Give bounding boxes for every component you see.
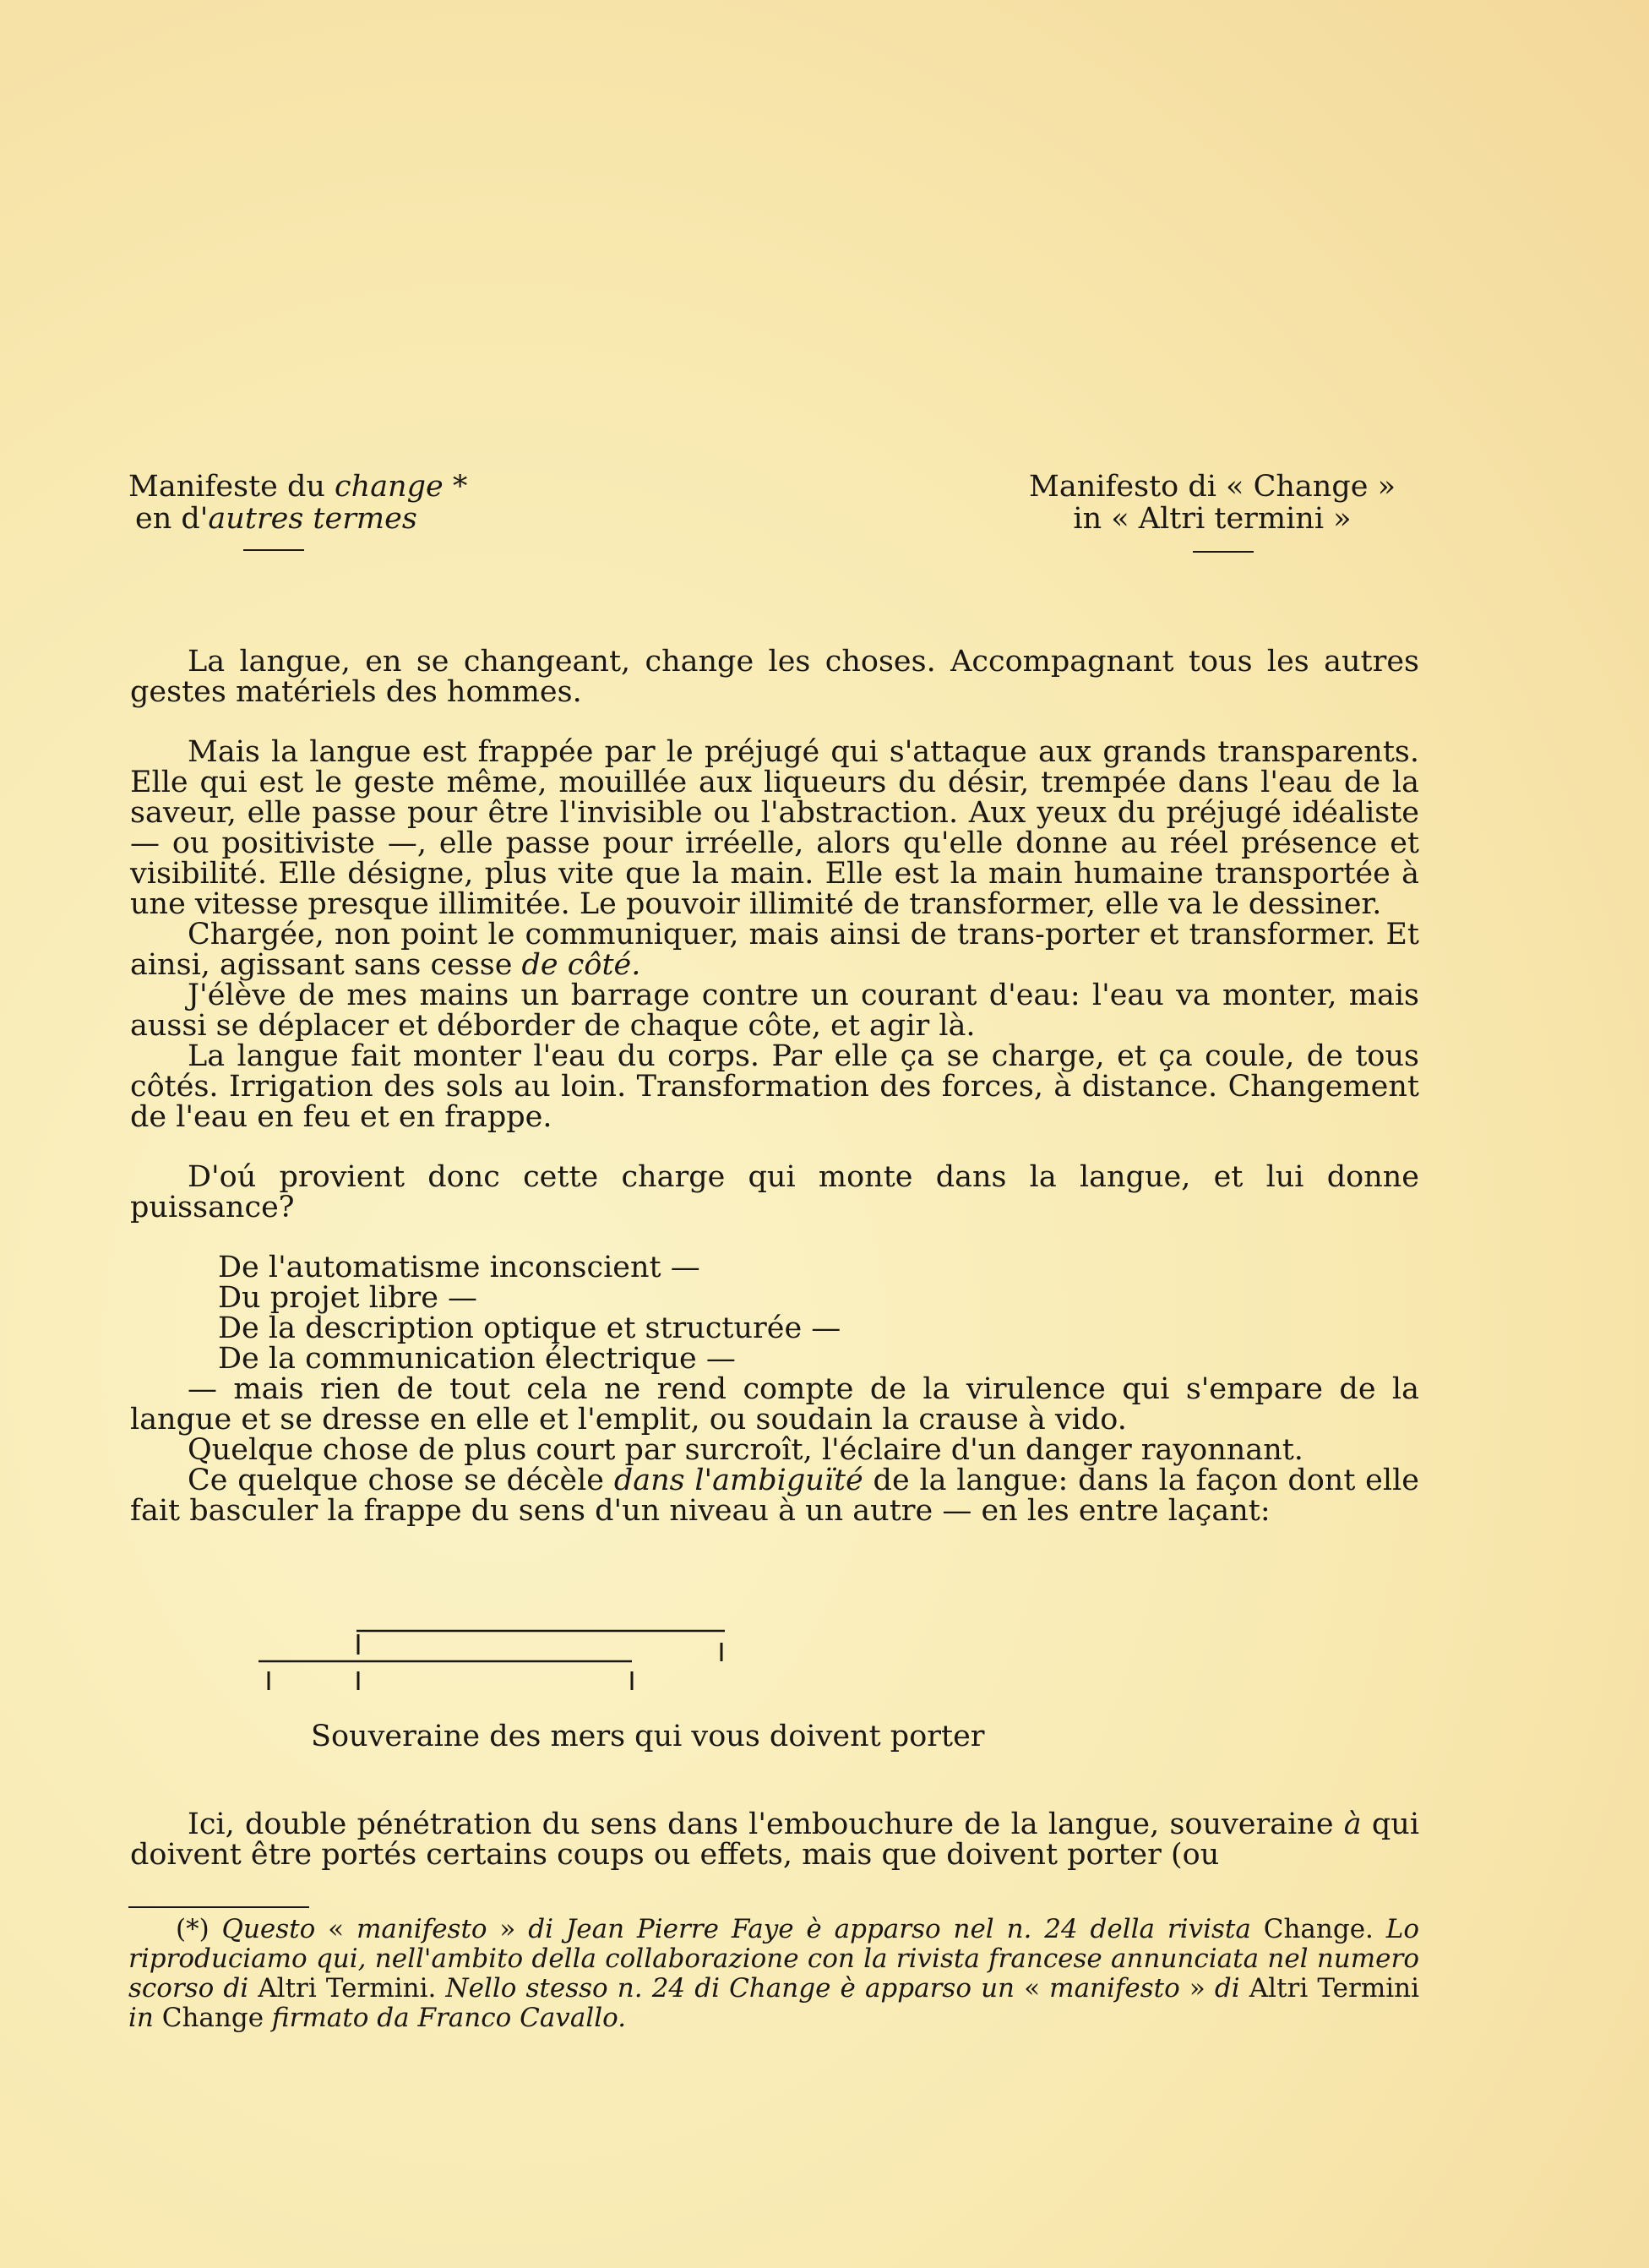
paragraph-text: qui doivent être portés certains coups ou effets, mais que doivent porter (ou [130, 1807, 1420, 1872]
list-item: De l'automatisme inconscient — [218, 1251, 700, 1284]
footnote-quote: » [1189, 1973, 1205, 2004]
paragraph [130, 919, 1419, 980]
footnote-roman: Altri Termini. [258, 1973, 437, 2004]
paragraph-text: Ici, double pénétration du sens dans l'embouchure de la langue, souveraine [188, 1807, 1344, 1841]
title-rule-right [1193, 551, 1254, 553]
title-italian-line1: Manifesto di « Change » [1029, 470, 1396, 504]
paragraph-italic: à [1343, 1807, 1362, 1841]
title-italian-line2: in « Altri termini » [1073, 502, 1352, 536]
paragraph-text: Chargée, non point le communiquer, mais ainsi de trans-porter et transformer. Et ainsi, agissant sans cesse [130, 918, 1419, 982]
title-text: Manifeste du [128, 470, 335, 504]
footnote-roman: Change [161, 2003, 264, 2033]
footnote-roman: Altri Termini [1249, 1973, 1420, 2004]
footnote-text: manifesto [1040, 1973, 1189, 2004]
title-italic: change [335, 470, 444, 504]
list-item: De la communication électrique — [218, 1342, 736, 1376]
footnote-text: Lo riproduciamo qui, nell'ambito della collaborazione con la rivista francese annunciata nel numero scorso di [128, 1914, 1419, 2004]
verse-stress-diagram [259, 1624, 732, 1692]
title-rule-left [243, 549, 304, 551]
title-french-line2 [128, 503, 467, 535]
footnote-quote: « [1024, 1973, 1041, 2004]
paragraph-text: de la langue: dans la façon dont elle fait basculer la frappe du sens d'un niveau à un autre — en les entre laçant: [130, 1464, 1419, 1528]
paragraph [130, 1465, 1419, 1526]
footnote-text: in [128, 2003, 162, 2033]
footnote-quote: « [328, 1914, 345, 1944]
main-text-continued [130, 1780, 1419, 1900]
footnote-roman: Change. [1263, 1914, 1374, 1944]
paragraph: — mais rien de tout cela ne rend compte de la virulence qui s'empare de la langue et se dresse en elle et l'emplit, ou soudain la crause à vido. [130, 1372, 1419, 1437]
footnote [128, 1915, 1419, 2033]
main-text [130, 646, 1419, 1526]
paragraph-italic: de côté. [521, 948, 641, 982]
paragraph [130, 1809, 1419, 1870]
footnote-text: Questo [209, 1914, 329, 1944]
paragraph: Quelque chose de plus court par surcroît, l'éclaire d'un danger rayonnant. [188, 1433, 1303, 1467]
list-item: De la description optique et structurée — [218, 1311, 841, 1345]
title-text: en d' [135, 502, 209, 536]
footnote-text: di [1205, 1973, 1249, 2004]
paragraph: La langue fait monter l'eau du corps. Par elle ça se charge, et ça coule, de tous côtés. Irrigation des sols au loin. Transformation des forces, à distance. Changement de l'eau en feu et en frappe. [130, 1039, 1419, 1134]
verse-line: Souveraine des mers qui vous doivent porter [311, 1720, 985, 1753]
footnote-marker: (*) [176, 1914, 210, 1944]
footnote-text: manifesto [344, 1914, 500, 1944]
list-item: Du projet libre — [218, 1281, 478, 1315]
paragraph: La langue, en se changeant, change les choses. Accompagnant tous les autres gestes matériels des hommes. [130, 645, 1419, 709]
title-french-line1 [128, 471, 467, 503]
paragraph-italic: dans l'ambiguïté [613, 1464, 863, 1497]
footnote-text: firmato da Franco Cavallo. [264, 2003, 627, 2033]
footnote-text: di Jean Pierre Faye è apparso nel n. 24 della rivista [515, 1914, 1264, 1944]
title-italian [1029, 471, 1396, 535]
footnote-rule [128, 1906, 309, 1908]
paragraph: D'oú provient donc cette charge qui monte dans la langue, et lui donne puissance? [130, 1160, 1419, 1224]
paragraph: Mais la langue est frappée par le préjugé qui s'attaque aux grands transparents. Elle qui est le geste même, mouillée aux liqueurs du désir, trempée dans l'eau de la saveur, elle passe pour être l'invisible ou l'abstraction. Aux yeux du préjugé idéaliste — ou positiviste —, elle passe pour irréelle, alors qu'elle donne au réel présence et visibilité. Elle désigne, plus vite que la main. Elle est la main humaine transportée à une vitesse presque illimitée. Le pouvoir illimité de transformer, elle va le dessiner. [130, 735, 1419, 921]
title-french [128, 471, 467, 535]
title-asterisk: * [443, 470, 468, 504]
title-italic: autres termes [208, 502, 417, 536]
footnote-quote: » [499, 1914, 516, 1944]
paragraph: J'élève de mes mains un barrage contre un courant d'eau: l'eau va monter, mais aussi se déplacer et déborder de chaque côte, et agir là. [130, 979, 1419, 1043]
paragraph-text: Ce quelque chose se décèle [188, 1464, 614, 1497]
source-list [130, 1252, 1419, 1374]
footnote-text: Nello stesso n. 24 di Change è apparso un [436, 1973, 1025, 2004]
